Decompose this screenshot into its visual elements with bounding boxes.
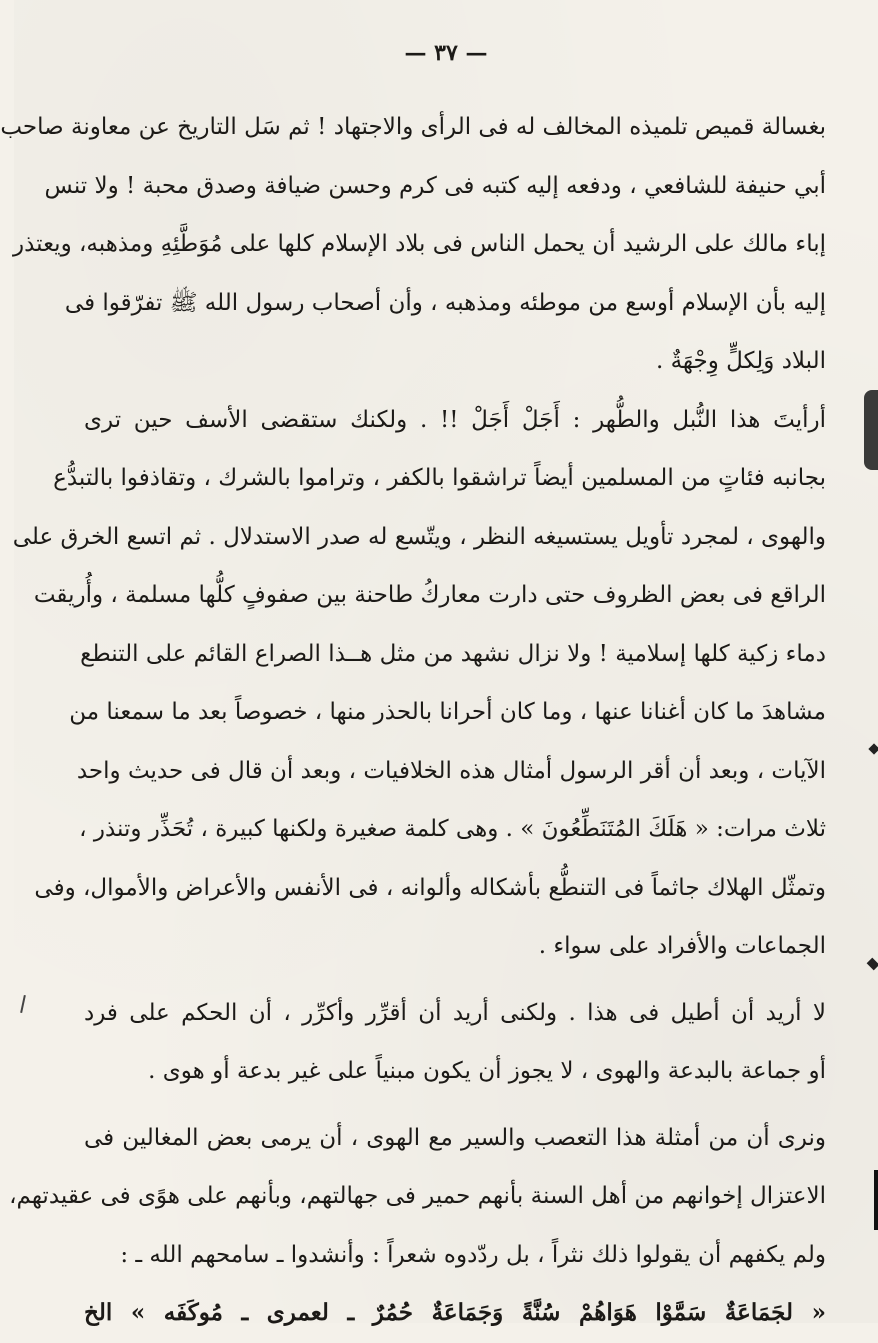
paragraph-2 (12, 391, 826, 976)
scan-edge-mark (868, 743, 878, 754)
text-line: ثلاث مرات: « هَلَكَ المُتَنَطِّعُونَ » . وهى كلمة صغيرة ولكنها كبيرة ، تُحَذِّر وتنذر ، (79, 816, 826, 842)
paragraph-4 (9, 1109, 826, 1343)
text-line: بغسالة قميص تلميذه المخالف له فى الرأى والاجتهاد ! ثم سَل التاريخ عن معاونة صاحب (0, 114, 826, 140)
text-line: الآيات ، وبعد أن أقر الرسول أمثال هذه الخلافيات ، وبعد أن قال فى حديث واحد (76, 757, 826, 784)
text-line: بجانبه فئاتٍ من المسلمين أيضاً تراشقوا بالكفر ، وتراموا بالشرك ، وتقاذفوا بالتبدُّع (53, 465, 826, 491)
text-line: ونرى أن من أمثلة هذا التعصب والسير مع الهوى ، أن يرمى بعض المغالين فى (84, 1124, 826, 1151)
text-line: دماء زكية كلها إسلامية ! ولا نزال نشهد من مثل هــذا الصراع القائم على التنطع (80, 640, 826, 667)
scan-edge-mark (874, 1170, 878, 1230)
text-line: مشاهدَ ما كان أغنانا عنها ، وما كان أحرانا بالحذر منها ، خصوصاً بعد ما سمعنا من (69, 699, 826, 725)
text-line: أو جماعة بالبدعة والهوى ، لا يجوز أن يكون مبنياً على غير بدعة أو هوى . (148, 1058, 826, 1084)
verse-line: « لجَمَاعَةٌ سَمَّوْا هَوَاهُمْ سُنَّةً وَجَمَاعَةٌ حُمُرٌ ـ لعمرى ـ مُوكَفَه » الخ (84, 1299, 826, 1326)
text-line: وتمثّل الهلاك جاثماً فى التنطُّع بأشكاله وألوانه ، فى الأنفس والأعراض والأموال، وفى (34, 874, 826, 901)
text-line: إليه بأن الإسلام أوسع من موطئه ومذهبه ، وأن أصحاب رسول الله ﷺ تفرّقوا فى (64, 289, 826, 316)
scan-edge-blot (864, 390, 878, 470)
text-line: الاعتزال إخوانهم من أهل السنة بأنهم حمير فى جهالتهم، وبأنهم على هوًى فى عقيدتهم، (9, 1183, 826, 1209)
text-line: الراقع فى بعض الظروف حتى دارت معاركُ طاحنة بين صفوفٍ كلُّها مسلمة ، وأُريقت (33, 582, 826, 608)
text-line: أرأيتَ هذا النُّبل والطُّهر : أَجَلْ أَجَلْ !! . ولكنك ستقضى الأسف حين ترى (84, 406, 826, 433)
paragraph-1 (0, 98, 826, 391)
body-text (0, 98, 826, 1343)
scan-edge-mark (867, 958, 878, 971)
page-number: — ٣٧ — (404, 40, 488, 66)
text-line: لا أريد أن أطيل فى هذا . ولكنى أريد أن أقرِّر وأكرِّر ، أن الحكم على فرد (84, 999, 826, 1026)
text-line: أبي حنيفة للشافعي ، ودفعه إليه كتبه فى كرم وحسن ضيافة وصدق محبة ! ولا تنس (44, 172, 826, 199)
text-line: الجماعات والأفراد على سواء . (538, 933, 826, 959)
scan-margin-mark (20, 995, 26, 1013)
text-line: ولم يكفهم أن يقولوا ذلك نثراً ، بل ردّدوه شعراً : وأنشدوا ـ سامحهم الله ـ : (120, 1241, 826, 1268)
text-line: والهوى ، لمجرد تأويل يستسيغه النظر ، ويتّسع له صدر الاستدلال . ثم اتسع الخرق على (12, 523, 826, 550)
text-line: إباء مالك على الرشيد أن يحمل الناس فى بلاد الإسلام كلها على مُوَطَّئِهِ ومذهبه، ويعتذر (12, 231, 826, 257)
text-line: البلاد وَلِكلٍّ وِجْهَةٌ . (655, 348, 826, 374)
paragraph-3 (84, 984, 826, 1101)
